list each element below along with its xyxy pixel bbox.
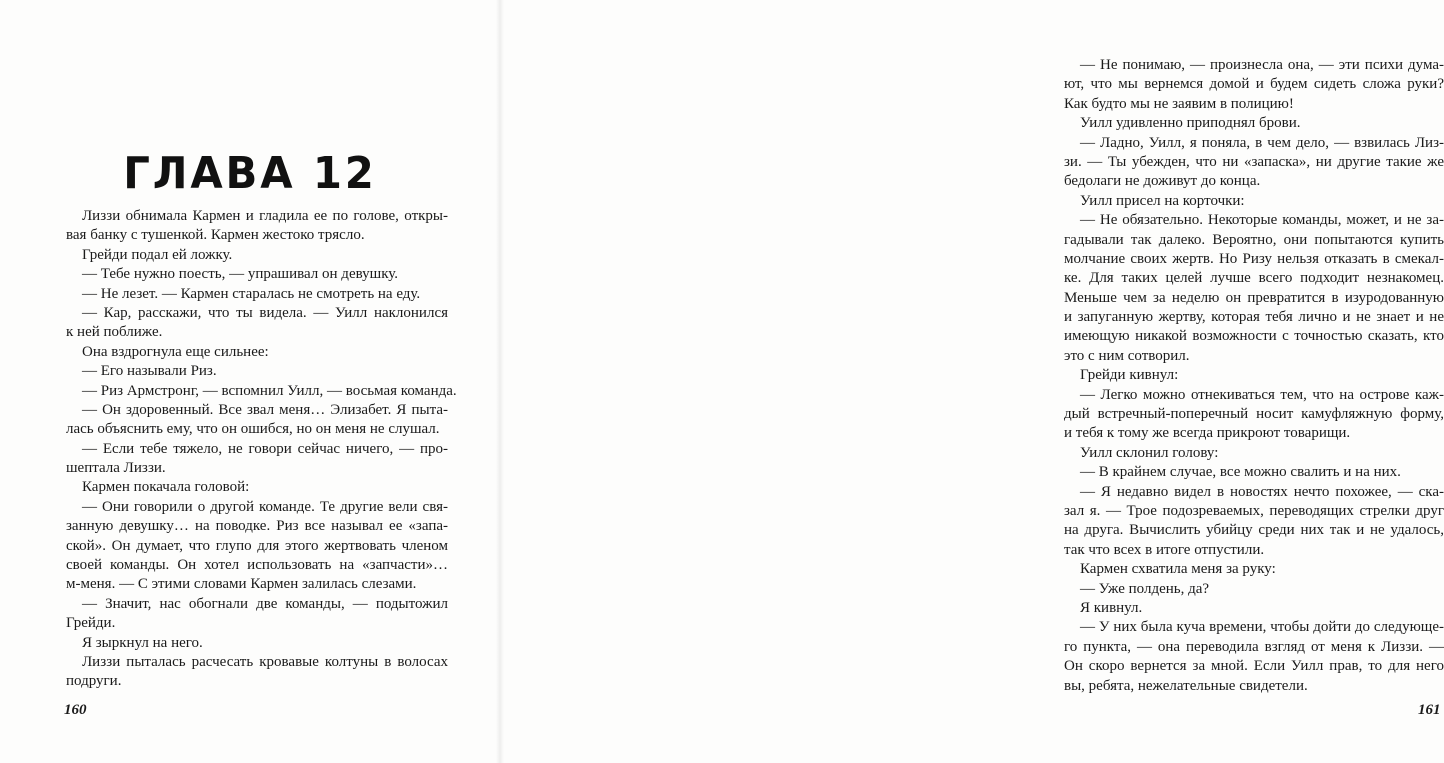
left-page [0,0,500,763]
text-line: — Уже полдень, да? [1080,580,1210,597]
text-line: к ней поближе. [66,324,163,341]
text-line: вы, ребята, нежелательные свидетели. [1064,677,1308,694]
page-number-right: 161 [1418,702,1441,718]
text-line: Грейди подал ей ложку. [82,246,233,263]
text-line: и запуганную жертву, которая тебя лично и не знает и не [1064,309,1444,326]
text-line: ской». Он думает, что глупо для этого жертвовать членом [66,537,448,554]
text-line: зи. — Ты убежден, что ни «запаска», ни другие такие же [1064,153,1444,170]
text-line: Я зыркнул на него. [82,634,203,651]
text-line: го пункта, — она переводила взгляд от меня к Лиззи. — [1064,638,1444,655]
text-line: — Кар, расскажи, что ты видела. — Уилл наклонился [82,304,448,321]
text-line: Уилл присел на корточки: [1080,192,1245,209]
left-page-text [66,207,457,692]
text-line: так что всех в итоге отпустили. [1064,541,1265,558]
text-line: Лиззи обнимала Кармен и гладила ее по голове, откры- [82,208,448,224]
text-line: Кармен схватила меня за руку: [1080,561,1276,578]
text-line: Кармен покачала головой: [82,479,250,496]
text-line: вая банку с тушенкой. Кармен жестоко трясло. [66,227,365,244]
text-line: имеющую никакой возможности с точностью сказать, кто [1064,328,1444,345]
text-line: — Я недавно видел в новостях нечто похожее, — ска- [1080,483,1444,500]
text-line: на друга. Вычислить убийцу среди них так и не удалось, [1064,522,1444,539]
text-line: ют, что мы вернемся домой и будем сидеть сложа руки? [1064,76,1444,93]
text-line: лась объяснить ему, что он ошибся, но он меня не слушал. [66,421,440,438]
text-line: Лиззи пыталась расчесать кровавые колтуны в волосах [82,653,448,670]
chapter-title: ГЛАВА 12 [123,148,377,199]
text-line: Я кивнул. [1080,599,1143,616]
text-line: подруги. [66,673,122,690]
text-line: — Значит, нас обогнали две команды, — подытожил [82,595,448,612]
text-line: — Не обязательно. Некоторые команды, может, и не за- [1080,212,1444,229]
text-line: — Легко можно отнекиваться тем, что на острове каж- [1080,386,1444,403]
text-line: своей команды. Он хотел использовать на «запчасти»… [66,557,448,574]
text-line: м-меня. — С этими словами Кармен залилась слезами. [66,576,417,593]
text-line: Уилл склонил голову: [1080,444,1219,461]
text-line: — У них была куча времени, чтобы дойти до следующе- [1080,619,1444,636]
right-page [500,0,1444,763]
text-line: Меньше чем за неделю он превратится в изуродованную [1064,289,1444,306]
text-line: зал я. — Трое подозреваемых, переводящих стрелки друг [1064,502,1444,519]
right-page-text [1064,56,1444,696]
text-line: шептала Лиззи. [66,460,166,477]
text-line: Уилл удивленно приподнял брови. [1080,115,1301,132]
text-line: молчание своих жертв. Но Ризу нельзя отказать в смекал- [1064,250,1444,267]
page-number-left: 160 [64,702,87,718]
text-line: ке. Для таких целей лучше всего подходит незнакомец. [1064,270,1444,287]
text-line: — Риз Армстронг, — вспомнил Уилл, — восьмая команда. [82,382,457,399]
text-line: — Его называли Риз. [82,363,217,380]
text-line: — В крайнем случае, все можно свалить и на них. [1080,464,1401,481]
text-line: Грейди. [66,615,116,632]
text-line: Он скоро вернется за мной. Если Уилл прав, то для него [1064,658,1444,675]
text-line: — Ладно, Уилл, я поняла, в чем дело, — взвилась Лиз- [1080,134,1444,151]
text-line: Грейди кивнул: [1080,367,1179,384]
text-line: Она вздрогнула еще сильнее: [82,343,269,360]
text-line: это с ним сотворил. [1064,347,1190,364]
text-line: и тебя к тому же всегда прикроют товарищи. [1064,425,1351,442]
text-line: — Не понимаю, — произнесла она, — эти психи дума- [1080,57,1444,73]
text-line: — Если тебе тяжело, не говори сейчас ничего, — про- [82,440,448,457]
text-line: — Тебе нужно поесть, — упрашивал он девушку. [82,266,399,283]
text-line: — Он здоровенный. Все звал меня… Элизабет. Я пыта- [82,401,448,418]
text-line: — Они говорили о другой команде. Те другие вели свя- [82,498,448,515]
text-line: — Не лезет. — Кармен старалась не смотреть на еду. [82,285,421,302]
text-line: гадывали так далеко. Вероятно, они попытаются купить [1064,231,1444,248]
text-line: бедолаги не доживут до конца. [1064,173,1261,190]
text-line: Как будто мы не заявим в полицию! [1064,95,1294,112]
text-line: дый встречный-поперечный носит камуфляжную форму, [1064,406,1444,423]
text-line: занную девушку… на поводке. Риз все называл ее «запа- [66,518,448,535]
